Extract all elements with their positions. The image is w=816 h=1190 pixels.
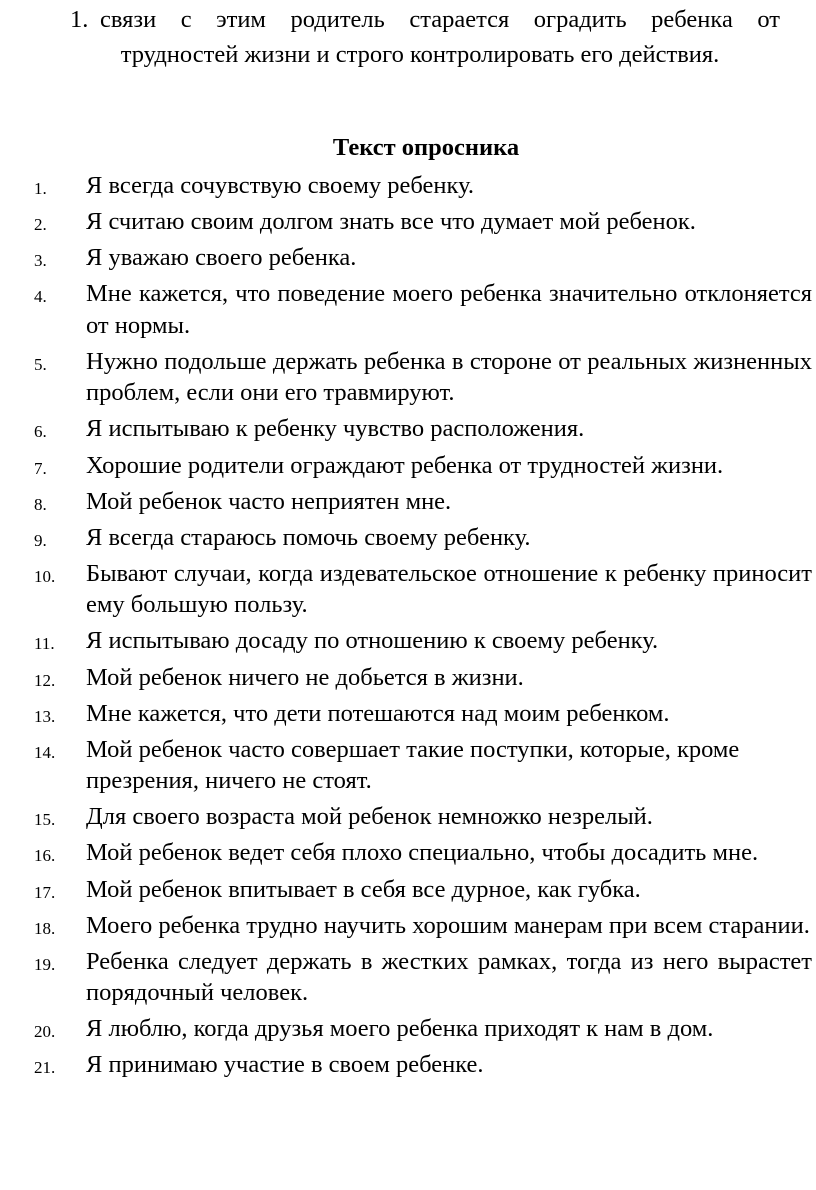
- item-text: Я принимаю участие в своем ребенке.: [86, 1051, 484, 1079]
- list-item: [34, 801, 812, 837]
- list-item: [34, 1049, 812, 1085]
- list-item: [34, 278, 812, 346]
- item-number: 8.: [34, 494, 47, 514]
- list-item: [34, 698, 812, 734]
- item-number: 21.: [34, 1058, 56, 1078]
- item-number: 20.: [34, 1022, 56, 1042]
- item-text: Мне кажется, что дети потешаются над моим ребенком.: [86, 699, 670, 727]
- list-item: [34, 910, 812, 946]
- item-text: Мой ребенок ведет себя плохо специально, чтобы досадить мне.: [86, 839, 759, 867]
- item-number: 16.: [34, 846, 56, 866]
- item-number: 13.: [34, 706, 56, 726]
- item-text: Я испытываю досаду по отношению к своему ребенку.: [86, 627, 659, 655]
- list-item: [34, 1013, 812, 1049]
- list-item: [34, 734, 812, 802]
- item-text: Мой ребенок впитывает в себя все дурное, как губка.: [86, 875, 641, 903]
- item-text: Мой ребенок часто совершает такие поступки, которые, кроме презрения, ничего не стоят.: [86, 735, 740, 795]
- item-text: Я всегда сочувствую своему ребенку.: [86, 172, 475, 199]
- intro-paragraph: [60, 2, 780, 72]
- item-number: 9.: [34, 530, 47, 550]
- list-item: [34, 242, 812, 278]
- item-text: Я считаю своим долгом знать все что думает мой ребенок.: [86, 208, 696, 236]
- item-text: Я уважаю своего ребенка.: [86, 244, 357, 272]
- item-text: Я испытываю к ребенку чувство расположения.: [86, 415, 585, 443]
- list-item: [34, 946, 812, 1014]
- list-item: [34, 522, 812, 558]
- item-number: 10.: [34, 566, 56, 586]
- item-number: 4.: [34, 287, 47, 307]
- list-item: [34, 346, 812, 414]
- list-item: [34, 206, 812, 242]
- list-item: [34, 170, 812, 206]
- item-number: 14.: [34, 742, 56, 762]
- item-text: Бывают случаи, когда издевательское отношение к ребенку приносит ему большую пользу.: [86, 559, 812, 619]
- list-item: [34, 874, 812, 910]
- item-number: 2.: [34, 215, 47, 235]
- item-text: Нужно подольше держать ребенка в стороне от реальных жизненных проблем, если они его травмируют.: [86, 347, 812, 407]
- item-number: 18.: [34, 918, 56, 938]
- intro-first-line: [60, 2, 780, 37]
- intro-number: 1.: [70, 6, 89, 33]
- item-number: 6.: [34, 422, 47, 442]
- item-text: Мне кажется, что поведение моего ребенка значительно отклоняется от нормы.: [86, 280, 812, 339]
- list-item: [34, 662, 812, 698]
- list-item: [34, 558, 812, 626]
- item-number: 3.: [34, 251, 47, 271]
- intro-line-2: трудностей жизни и строго контролировать его действия.: [120, 41, 720, 68]
- intro-line-1: связи с этим родитель старается оградить ребенка от: [100, 6, 780, 33]
- item-number: 17.: [34, 882, 56, 902]
- list-item: [34, 837, 812, 873]
- item-text: Мой ребенок ничего не добьется в жизни.: [86, 663, 524, 691]
- item-number: 12.: [34, 670, 56, 690]
- list-item: [34, 486, 812, 522]
- item-text: Для своего возраста мой ребенок немножко незрелый.: [86, 803, 653, 831]
- list-item: [34, 450, 812, 486]
- list-item: [34, 625, 812, 661]
- item-number: 15.: [34, 810, 56, 830]
- item-number: 5.: [34, 354, 47, 374]
- item-number: 19.: [34, 954, 56, 974]
- item-number: 1.: [34, 179, 47, 198]
- questionnaire-list: [34, 170, 812, 1085]
- list-item: [34, 413, 812, 449]
- item-text: Я люблю, когда друзья моего ребенка приходят к нам в дом.: [86, 1015, 714, 1043]
- item-text: Моего ребенка трудно научить хорошим манерам при всем старании.: [86, 911, 810, 939]
- item-number: 11.: [34, 634, 55, 654]
- item-text: Хорошие родители ограждают ребенка от трудностей жизни.: [86, 451, 724, 479]
- item-text: Я всегда стараюсь помочь своему ребенку.: [86, 523, 531, 551]
- section-heading: Текст опросника: [332, 134, 520, 161]
- item-text: Мой ребенок часто неприятен мне.: [86, 487, 452, 515]
- item-number: 7.: [34, 458, 47, 478]
- item-text: Ребенка следует держать в жестких рамках, тогда из него вырастет порядочный человек.: [86, 947, 812, 1007]
